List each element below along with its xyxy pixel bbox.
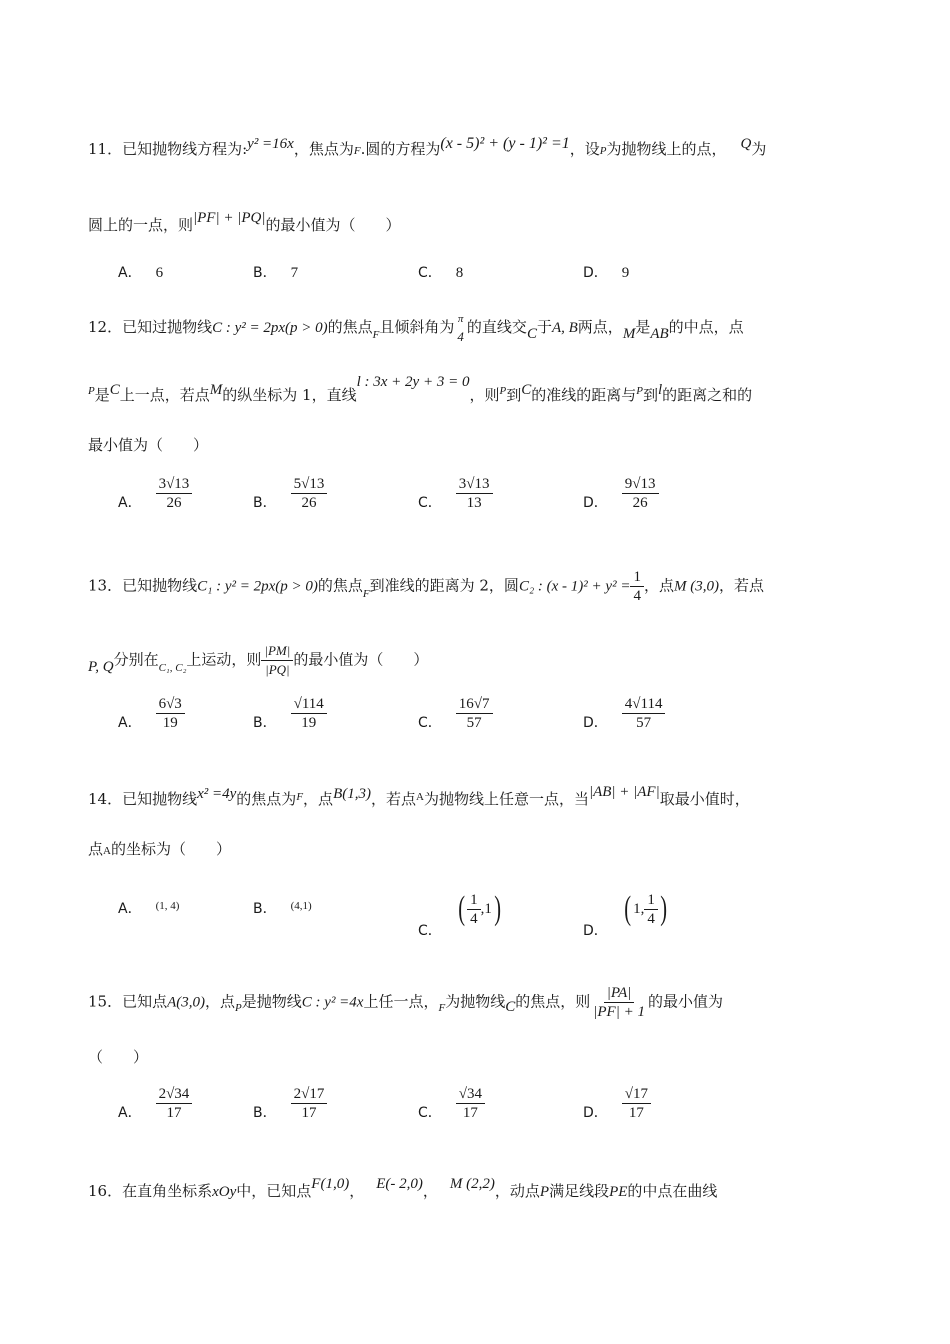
q15-option-d[interactable]: D． $\frac{√17}{17}$ <box>583 1082 651 1124</box>
q14-option-a[interactable]: A． (1, 4) <box>118 900 180 917</box>
q14-line-2: 点A的坐标为（ ） <box>88 840 231 858</box>
q12-line-3: 最小值为（ ） <box>88 436 209 454</box>
q14-parabola-equation: x² =4y <box>197 786 237 802</box>
q15-parabola-equation: C : y² =4x <box>301 994 364 1011</box>
q13-option-d[interactable]: D． $\frac{4√114}{57}$ <box>583 692 665 734</box>
q13-option-c[interactable]: C． $\frac{16√7}{57}$ <box>418 692 493 734</box>
q11-option-c[interactable]: C． 8 <box>418 265 464 281</box>
q13-parabola-equation: C₁ : y² = 2px(p > 0) <box>197 578 318 595</box>
q12-option-b[interactable]: B． $\frac{5√13}{26}$ <box>253 472 327 514</box>
q12-line-equation: l : 3x + 2y + 3 = 0 <box>356 374 470 390</box>
q11-parabola-equation: y² =16x <box>247 136 294 152</box>
q14-option-b[interactable]: B． (4,1) <box>253 900 312 917</box>
q11-number: 11． <box>88 140 123 158</box>
q15-line-1: 15．已知点A(3,0)，点$_P$是抛物线C : y² =4x上任一点，$_F$为抛物线C的焦点，则 $\frac{|PA|}{|PF| + 1}$ 的最小值为 <box>88 985 723 1020</box>
q12-line-1: 12．已知过抛物线C : y² = 2px(p > 0)的焦点$_F$且倾斜角为 π 4 的直线交C于A, B两点，M是AB的中点，点 <box>88 310 890 346</box>
q15-option-a[interactable]: A． $\frac{2√34}{17}$ <box>118 1082 192 1124</box>
q14-option-d[interactable]: D． ( 1, $\frac{1}{4}$ ) <box>583 890 667 939</box>
q12-option-a[interactable]: A． $\frac{3√13}{26}$ <box>118 472 192 514</box>
q13-ratio: $\frac{|PM|}{|PQ|}$ <box>261 642 293 679</box>
q14-expression: |AB| + |AF| <box>588 784 660 800</box>
q13-line-1: 13．已知抛物线C₁ : y² = 2px(p > 0)的焦点$_F$到准线的距离为 2，圆C₂ : (x - 1)² + y² = $\frac{1}{4}$ ，点M (3,0)，若点 <box>88 569 764 604</box>
q13-line-2: P, Q分别在$_{C_1, C_2}$上运动，则 $\frac{|PM|}{|PQ|}$ 的最小值为（ ） <box>88 643 429 677</box>
q11-circle-equation: (x - 5)² + (y - 1)² =1 <box>440 135 570 152</box>
q11-line-2: 圆上的一点，则|PF| + |PQ|的最小值为（ ） <box>88 210 401 234</box>
q15-line-2: （ ） <box>88 1048 149 1066</box>
q15-ratio: $\frac{|PA|}{|PF| + 1}$ <box>593 985 645 1020</box>
q12-line-2: $^P$是C上一点，若点M的纵坐标为 1，直线l : 3x + 2y + 3 = 0，则$^P$到C的准线的距离与$^P$到l的距离之和的 <box>88 374 753 404</box>
q14-line-1: 14．已知抛物线x² =4y的焦点为$^F$，点B(1,3)，若点$^A$为抛物线上任意一点，当|AB| + |AF|取最小值时， <box>88 784 750 808</box>
q12-parabola-equation: C : y² = 2px(p > 0) <box>212 320 328 336</box>
q11-option-b[interactable]: B． 7 <box>253 265 299 281</box>
q14-option-c[interactable]: C． ( $\frac{1}{4}$ ,1 ) <box>418 890 501 939</box>
q13-circle-equation: C₂ : (x - 1)² + y² = <box>518 578 631 595</box>
q15-option-c[interactable]: C． $\frac{√34}{17}$ <box>418 1082 485 1124</box>
q12-option-d[interactable]: D． $\frac{9√13}{26}$ <box>583 472 659 514</box>
q16-line-1: 16．在直角坐标系xOy中，已知点F(1,0)， E(- 2,0)， M (2,2)，动点P满足线段PE的中点在曲线 <box>88 1176 718 1200</box>
q13-option-b[interactable]: B． $\frac{√114}{19}$ <box>253 692 327 734</box>
q11-option-a[interactable]: A． 6 <box>118 265 164 281</box>
q12-angle-fraction: π 4 <box>457 313 464 344</box>
q11-option-d[interactable]: D． 9 <box>583 265 630 281</box>
q15-option-b[interactable]: B． $\frac{2√17}{17}$ <box>253 1082 327 1124</box>
q11-expression: |PF| + |PQ| <box>193 210 266 226</box>
q12-option-c[interactable]: C． $\frac{3√13}{13}$ <box>418 472 493 514</box>
q11-line-1: 11．已知抛物线方程为:y² =16x，焦点为F.圆的方程为(x - 5)² + (y - 1)² =1，设P为抛物线上的点， Q为 <box>88 135 767 158</box>
q13-option-a[interactable]: A． $\frac{6√3}{19}$ <box>118 692 185 734</box>
